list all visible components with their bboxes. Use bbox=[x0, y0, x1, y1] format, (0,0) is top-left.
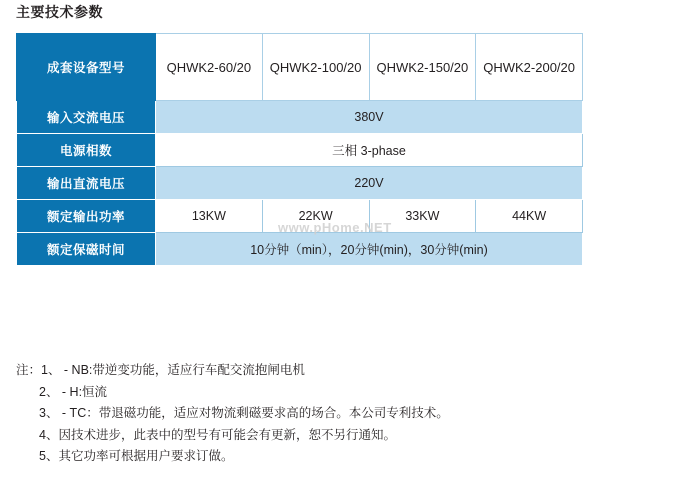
table-row bbox=[17, 167, 583, 200]
row-header-output-voltage: 输出直流电压 bbox=[17, 167, 156, 200]
row-header-model: 成套设备型号 bbox=[17, 34, 156, 101]
note-line-4: 4、因技术进步，此表中的型号有可能会有更新，恕不另行通知。 bbox=[39, 427, 396, 442]
table-row bbox=[17, 101, 583, 134]
table-row bbox=[17, 34, 583, 101]
table-cell-model-3: QHWK2-150/20 bbox=[369, 34, 476, 101]
note-line-2: 2、 - H:恒流 bbox=[39, 384, 108, 399]
row-header-input-voltage: 输入交流电压 bbox=[17, 101, 156, 134]
table-cell-hold-time: 10分钟（min），20分钟(min)，30分钟(min) bbox=[156, 233, 583, 266]
table-cell-power-1: 13KW bbox=[156, 200, 263, 233]
table-cell-model-1: QHWK2-60/20 bbox=[156, 34, 263, 101]
note-line-3: 3、 - TC：带退磁功能，适应对物流剩磁要求高的场合。本公司专利技术。 bbox=[39, 406, 449, 420]
note-line-5: 5、其它功率可根据用户要求订做。 bbox=[39, 449, 234, 463]
notes-section bbox=[16, 360, 656, 468]
table-row bbox=[17, 233, 583, 266]
table-cell-power-4: 44KW bbox=[476, 200, 583, 233]
table-cell-power-2: 22KW bbox=[262, 200, 369, 233]
row-header-hold-time: 额定保磁时间 bbox=[17, 233, 156, 266]
table-cell-output-voltage: 220V bbox=[156, 167, 583, 200]
table-cell-input-voltage: 380V bbox=[156, 101, 583, 134]
row-header-rated-power: 额定输出功率 bbox=[17, 200, 156, 233]
table-cell-power-3: 33KW bbox=[369, 200, 476, 233]
watermark: www.pHome.NET bbox=[278, 220, 392, 235]
note-line-1: 注：1、 - NB:带逆变功能，适应行车配交流抱闸电机 bbox=[16, 363, 305, 377]
row-header-phases: 电源相数 bbox=[17, 134, 156, 167]
table-cell-model-2: QHWK2-100/20 bbox=[262, 34, 369, 101]
table-row bbox=[17, 134, 583, 167]
table-row bbox=[17, 200, 583, 233]
specifications-table bbox=[16, 33, 583, 266]
table-cell-phases: 三相 3-phase bbox=[156, 134, 583, 167]
page-title: 主要技术参数 bbox=[16, 4, 103, 20]
table-cell-model-4: QHWK2-200/20 bbox=[476, 34, 583, 101]
